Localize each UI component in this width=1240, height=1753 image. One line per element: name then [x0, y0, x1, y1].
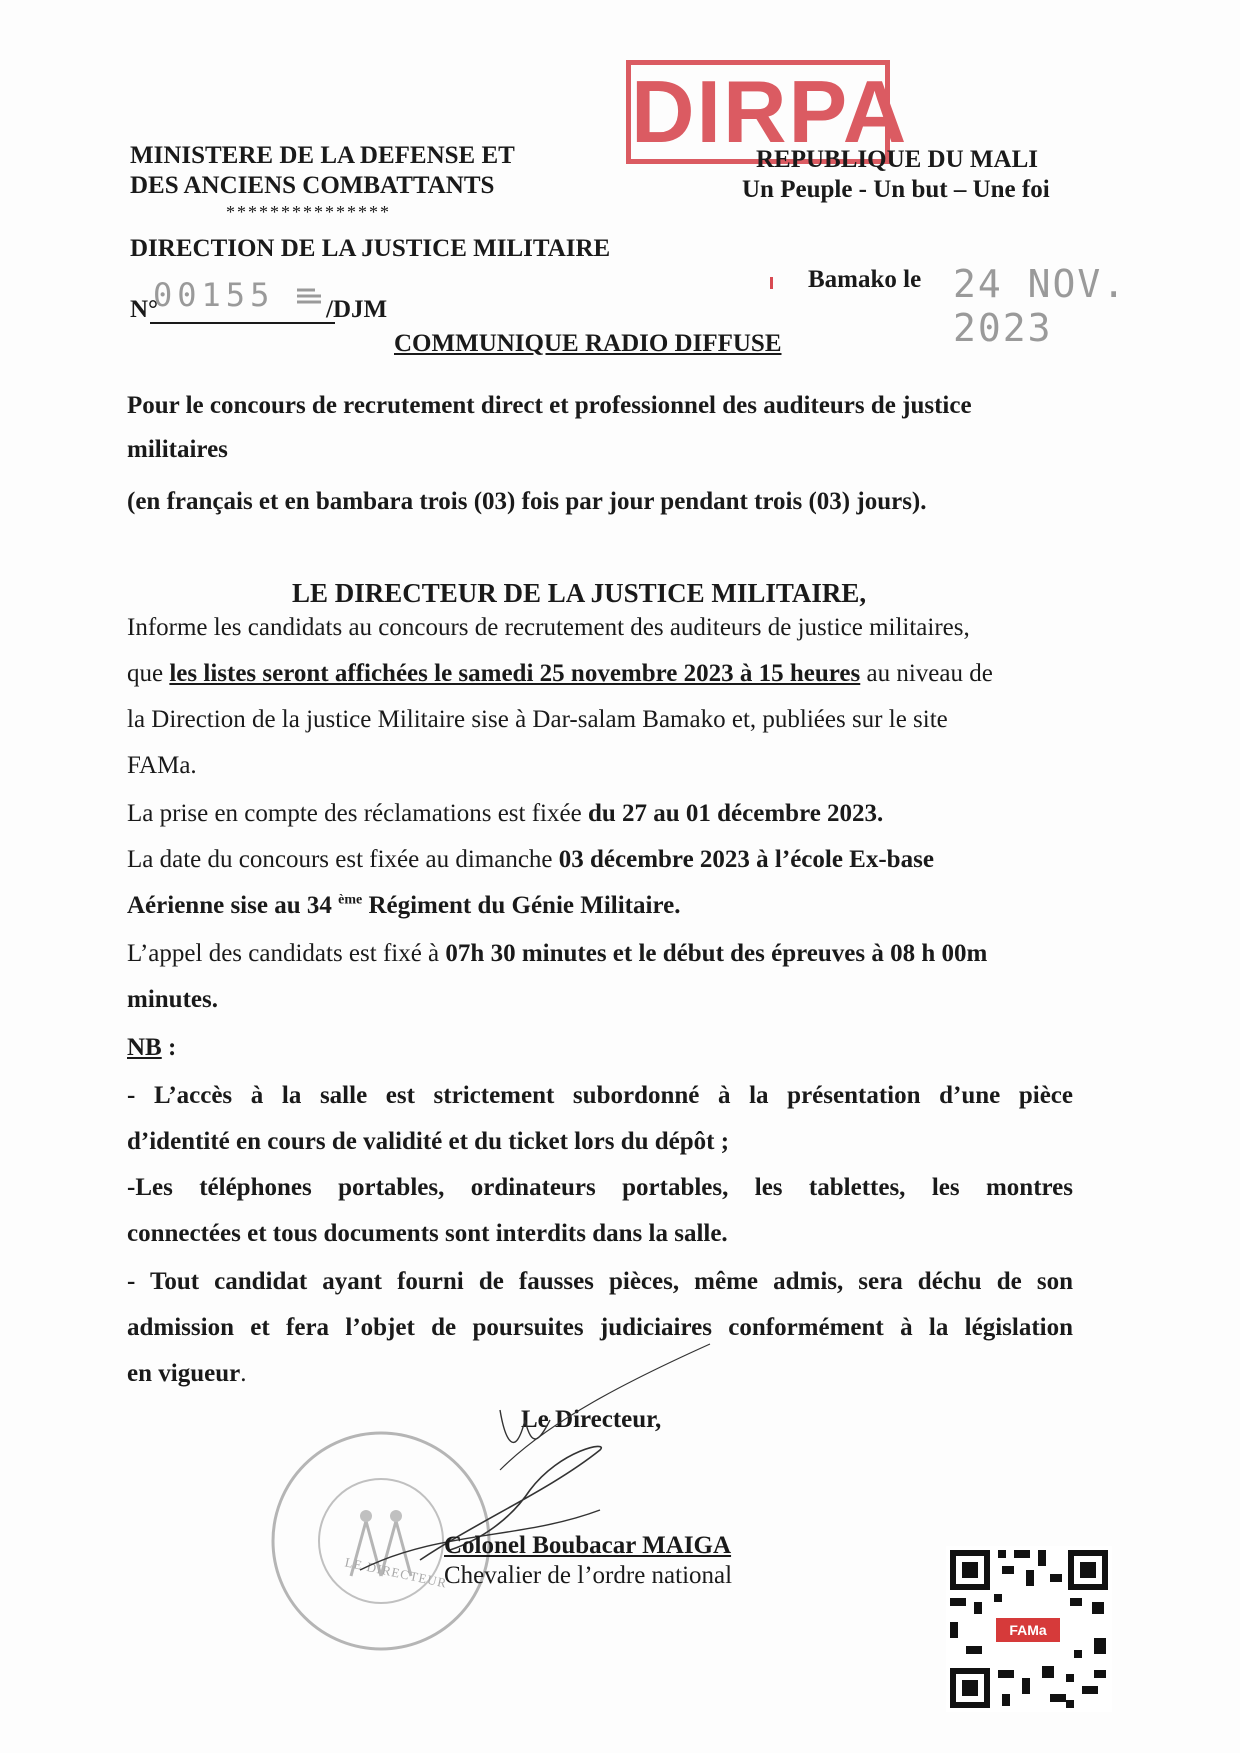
text-segment: .	[240, 1360, 247, 1387]
intro-line-1: Pour le concours de recrutement direct et professionnel des auditeurs de justice	[127, 392, 972, 419]
date-stamp: 24 NOV. 2023	[953, 262, 1128, 350]
text-segment: L’appel des candidats est fixé à	[127, 940, 446, 967]
superscript: ème	[338, 892, 363, 908]
signatory-role: Le Directeur,	[521, 1406, 662, 1433]
director-heading: LE DIRECTEUR DE LA JUSTICE MILITAIRE,	[292, 578, 867, 608]
scribble-mark	[295, 286, 323, 306]
seal-center-text: LE DIRECTEUR	[343, 1554, 449, 1591]
qr-code	[946, 1546, 1112, 1712]
place-label: Bamako le	[808, 266, 922, 293]
claims-period: du 27 au 01 décembre 2023.	[587, 800, 884, 827]
signatory-title: Chevalier de l’ordre national	[444, 1562, 733, 1589]
reference-number-stamp: 00155	[153, 276, 275, 314]
handwritten-signature	[300, 1340, 720, 1600]
nb-item-1-line-2: d’identité en cours de validité et du ticket lors du dépôt ;	[127, 1128, 730, 1155]
body-paragraph-1-line-1: Informe les candidats au concours de recrutement des auditeurs de justice militaires,	[127, 614, 970, 641]
intro-line-3: (en français et en bambara trois (03) fois par jour pendant trois (03) jours).	[127, 488, 927, 515]
signatory-name: Colonel Boubacar MAIGA	[444, 1532, 732, 1559]
nb-label	[127, 1034, 1073, 1062]
text-segment: La prise en compte des réclamations est fixée	[127, 800, 588, 827]
ministry-line-2: DES ANCIENS COMBATTANTS	[130, 172, 495, 199]
text-segment: au niveau de	[860, 660, 993, 687]
direction-name: DIRECTION DE LA JUSTICE MILITAIRE	[130, 235, 611, 262]
ministry-line-1: MINISTERE DE LA DEFENSE ET	[130, 142, 515, 169]
listing-date-highlight: les listes seront affichées le samedi 25 novembre 2023 à 15 heures	[169, 660, 861, 687]
republic-name: REPUBLIQUE DU MALI	[756, 146, 1038, 173]
reference-suffix: /DJM	[326, 296, 388, 323]
text-segment: Aérienne sise au 34	[127, 892, 339, 919]
body-paragraph-2	[127, 800, 1073, 828]
text-segment: que	[127, 660, 170, 687]
nb-item-3-line-1: - Tout candidat ayant fourni de fausses pièces, même admis, sera déchu de son	[127, 1268, 1073, 1295]
text-segment: La date du concours est fixée au dimanche	[127, 846, 559, 873]
nb-colon: :	[161, 1034, 177, 1061]
body-paragraph-1-line-4: FAMa.	[127, 752, 197, 779]
body-paragraph-3-line-1	[127, 846, 1073, 874]
red-tick-mark	[770, 277, 773, 289]
communique-title: COMMUNIQUE RADIO DIFFUSE	[394, 330, 782, 357]
body-paragraph-1-line-2	[127, 660, 1073, 688]
body-paragraph-3-line-2	[127, 892, 1073, 920]
text-segment: en vigueur	[127, 1360, 241, 1387]
text-segment: Régiment du Génie Militaire.	[362, 892, 681, 919]
nb-item-2-line-1: -Les téléphones portables, ordinateurs portables, les tablettes, les montres	[127, 1174, 1073, 1201]
intro-line-2: militaires	[127, 436, 228, 463]
nb-text: NB	[127, 1034, 162, 1061]
exam-date: 03 décembre 2023 à l’école Ex-base	[558, 846, 934, 873]
body-paragraph-4-line-2: minutes.	[127, 986, 218, 1013]
nb-item-2-line-2: connectées et tous documents sont interdits dans la salle.	[127, 1220, 728, 1247]
dirpa-stamp: DIRPA	[626, 60, 890, 164]
body-paragraph-4-line-1	[127, 940, 1073, 968]
fama-badge: FAMa	[996, 1618, 1060, 1642]
body-paragraph-1-line-3: la Direction de la justice Militaire sise à Dar-salam Bamako et, publiées sur le site	[127, 706, 948, 733]
reference-underline	[150, 322, 335, 324]
national-motto: Un Peuple - Un but – Une foi	[742, 176, 1050, 203]
nb-item-1-line-1: - L’accès à la salle est strictement subordonné à la présentation d’une pièce	[127, 1082, 1073, 1109]
call-time: 07h 30 minutes et le début des épreuves à 08 h 00m	[445, 940, 988, 967]
header-stars: ***************	[226, 202, 391, 222]
nb-item-3-line-2: admission et fera l’objet de poursuites judiciaires conformément à la législation	[127, 1314, 1073, 1341]
reference-prefix: N°	[130, 296, 159, 323]
